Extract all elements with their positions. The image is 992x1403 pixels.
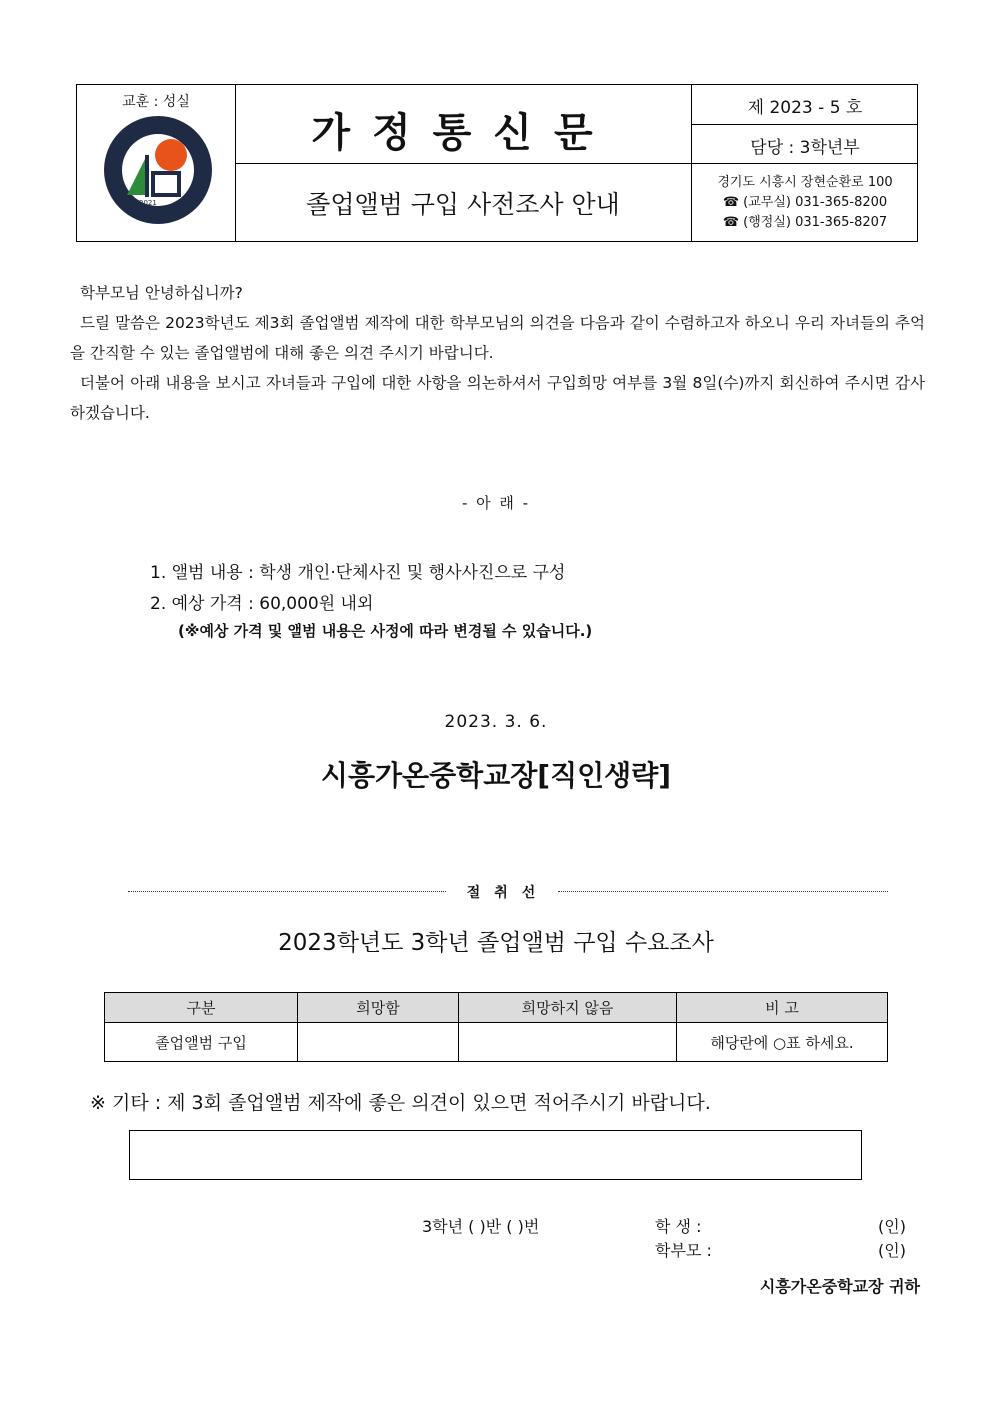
- student-seal: (인): [878, 1217, 906, 1236]
- class-number-line: 3학년 ( )반 ( )번: [422, 1217, 540, 1236]
- page-title: 가정통신문: [311, 110, 615, 156]
- divider: [235, 163, 917, 164]
- contact-info: [692, 173, 918, 233]
- remarks-cell: 해당란에 ○표 하세요.: [677, 1023, 888, 1062]
- school-address: 경기도 시흥시 장현순환로 100: [717, 175, 893, 190]
- phone-office: ☎ (교무실) 031-365-8200: [722, 195, 888, 210]
- cut-line-label: 절취선: [466, 885, 550, 901]
- details-note: (※예상 가격 및 앨범 내용은 사정에 따라 변경될 수 있습니다.): [178, 622, 593, 640]
- column-header: 희망하지 않음: [459, 993, 677, 1023]
- issue-number: 제 2023 - 5 호: [747, 98, 863, 118]
- phone-admin: ☎ (행정실) 031-365-8207: [722, 215, 888, 230]
- addressee: 시흥가온중학교장 귀하: [759, 1277, 920, 1296]
- logo-year: 2021: [139, 199, 157, 207]
- wish-no-cell[interactable]: [459, 1023, 677, 1062]
- other-opinion-prompt: ※ 기타 : 제 3회 졸업앨범 제작에 좋은 의견이 있으면 적어주시기 바랍니다.: [90, 1092, 711, 1114]
- paragraph-1: 드릴 말씀은 2023학년도 제3회 졸업앨범 제작에 대한 학부모님의 의견을 다음과 같이 수렴하고자 하오니 우리 자녀들의 추억을 간직할 수 있는 졸업앨범에 대해 좋은 의견 주시기 바랍니다.: [70, 314, 925, 362]
- newsletter-header: [76, 84, 918, 242]
- details-list: [150, 558, 565, 620]
- wish-yes-cell[interactable]: [298, 1023, 459, 1062]
- details-heading: - 아 래 -: [461, 494, 531, 512]
- paragraph-2: 더불어 아래 내용을 보시고 자녀들과 구입에 대한 사항을 의논하셔서 구입희망 여부를 3월 8일(수)까지 회신하여 주시면 감사하겠습니다.: [70, 374, 925, 422]
- column-header: 희망함: [298, 993, 459, 1023]
- page-subtitle: 졸업앨범 구입 사전조사 안내: [306, 190, 620, 219]
- table-cell: 졸업앨범 구입: [105, 1023, 298, 1062]
- parent-seal: (인): [878, 1241, 906, 1260]
- survey-title: 2023학년도 3학년 졸업앨범 구입 수요조사: [278, 930, 714, 956]
- cut-line: [128, 882, 888, 902]
- department-in-charge: 담당 : 3학년부: [750, 138, 860, 158]
- letter-body: [70, 278, 925, 428]
- divider: [691, 124, 917, 125]
- survey-table: [104, 992, 888, 1062]
- school-motto: 교훈 : 성실: [122, 94, 190, 110]
- list-item: 1. 앨범 내용 : 학생 개인·단체사진 및 행사사진으로 구성: [150, 563, 566, 583]
- school-logo: [103, 115, 213, 225]
- column-header: 비 고: [677, 993, 888, 1023]
- issue-date: 2023. 3. 6.: [444, 712, 548, 732]
- list-item: 2. 예상 가격 : 60,000원 내외: [150, 594, 374, 614]
- principal-signature: 시흥가온중학교장[직인생략]: [320, 759, 672, 792]
- student-label: 학 생 :: [655, 1217, 702, 1236]
- opinion-input-box[interactable]: [129, 1130, 862, 1180]
- column-header: 구분: [105, 993, 298, 1023]
- parent-label: 학부모 :: [655, 1241, 712, 1260]
- table-header-row: [105, 993, 888, 1023]
- table-row: [105, 1023, 888, 1062]
- greeting: 학부모님 안녕하십니까?: [80, 284, 243, 302]
